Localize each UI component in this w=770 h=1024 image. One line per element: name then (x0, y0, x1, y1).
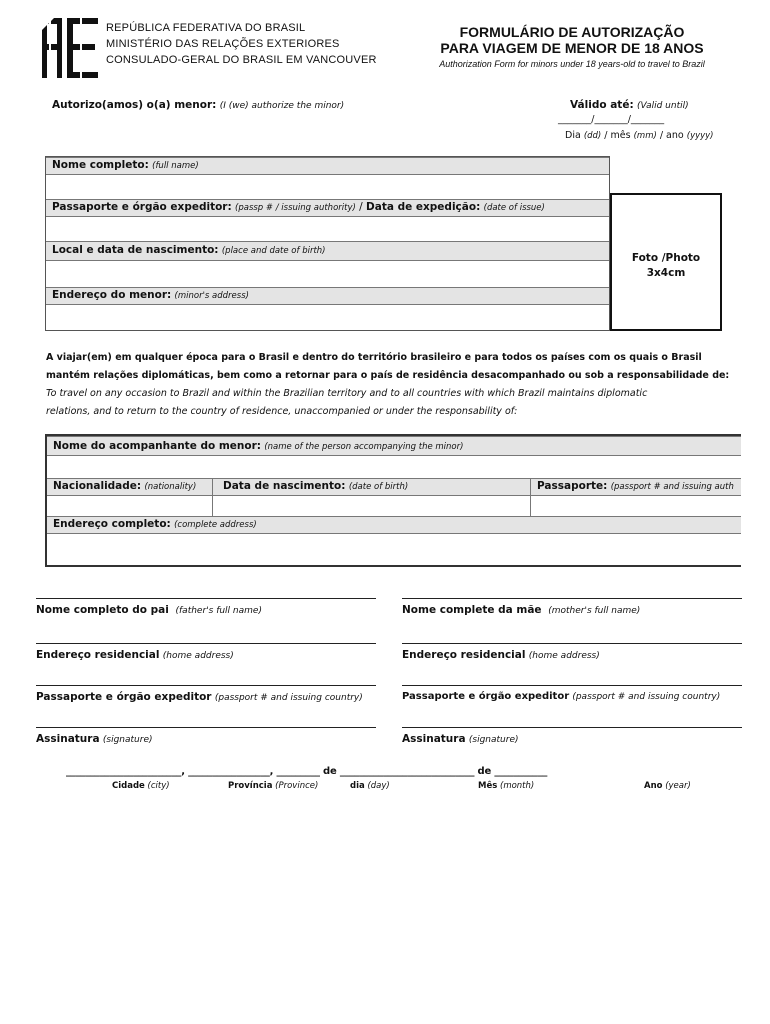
minor-address-field[interactable] (46, 305, 609, 331)
travel-en-line: relations, and to return to the country of residence, unaccompanied or under the responsability of: (46, 406, 518, 417)
father-name-line[interactable] (36, 598, 376, 599)
mother-address-label (402, 649, 600, 661)
photo-line: Foto /Photo (631, 252, 701, 264)
companion-passport-en: (passport # and issuing auth (610, 482, 734, 492)
father-address-label (36, 649, 234, 661)
fullname-pt: Nome completo: (52, 159, 149, 171)
birth-en: (place and date of birth) (221, 246, 326, 256)
consulate-logo (40, 16, 100, 80)
companion-name-label (47, 436, 741, 456)
mother-signature-line[interactable] (402, 727, 742, 728)
mother-passport-pt: Passaporte e órgão expeditor (402, 691, 570, 702)
province-en: (Province) (275, 781, 319, 791)
father-signature-en: (signature) (102, 735, 153, 745)
fullname-en: (full name) (152, 161, 199, 171)
travel-pt-line: A viajar(em) em qualquer época para o Brasil e dentro do território brasileiro e para todos os países com os quais o Brasil (46, 352, 702, 363)
year-pt: Ano (644, 781, 663, 791)
valid-date-field[interactable]: _______/_______/_______ (558, 114, 665, 125)
minor-passport-label (46, 199, 609, 217)
father-address-pt: Endereço residencial (36, 649, 160, 661)
minor-fullname-label (46, 157, 609, 175)
org-line: REPÚBLICA FEDERATIVA DO BRASIL (106, 22, 306, 34)
mother-address-en: (home address) (528, 651, 600, 661)
day-en: (day) (367, 781, 390, 791)
month-caption (478, 781, 534, 791)
minor-birth-field[interactable] (46, 261, 609, 287)
org-line: CONSULADO-GERAL DO BRASIL EM VANCOUVER (106, 54, 377, 66)
companion-address-field[interactable] (47, 534, 741, 567)
year-caption (644, 781, 691, 791)
companion-details-labels (47, 478, 741, 496)
year-en: (year) (665, 781, 691, 791)
minor-passport-field[interactable] (46, 217, 609, 241)
org-line: MINISTÉRIO DAS RELAÇÕES EXTERIORES (106, 38, 340, 50)
mother-signature-en: (signature) (468, 735, 519, 745)
minor-info-box (45, 156, 610, 331)
father-signature-pt: Assinatura (36, 733, 100, 745)
dob-field[interactable] (213, 496, 531, 516)
father-name-en: (father's full name) (175, 606, 262, 616)
father-passport-pt: Passaporte e órgão expeditor (36, 691, 212, 703)
year-label: / ano (659, 130, 684, 141)
nationality-en: (nationality) (144, 482, 197, 492)
minor-fullname-field[interactable] (46, 175, 609, 199)
nationality-pt: Nacionalidade: (53, 480, 142, 492)
mother-address-line[interactable] (402, 643, 742, 644)
city-caption (112, 781, 170, 791)
province-caption (228, 781, 318, 791)
city-pt: Cidade (112, 781, 145, 791)
father-passport-en: (passport # and issuing country) (214, 693, 363, 703)
valid-en: (Valid until) (637, 101, 689, 111)
address-en: (minor's address) (174, 291, 249, 301)
father-name-label (36, 604, 262, 616)
form-subtitle: Authorization Form for minors under 18 years-old to travel to Brazil (439, 59, 705, 69)
month-en: (month) (500, 781, 535, 791)
city-en: (city) (147, 781, 170, 791)
mother-name-line[interactable] (402, 598, 742, 599)
nationality-label (47, 479, 213, 495)
mother-passport-label (402, 691, 720, 702)
mother-passport-en: (passport # and issuing country) (572, 692, 721, 702)
companion-passport-label (531, 479, 741, 495)
photo-line: 3x4cm (646, 267, 686, 279)
org-name (106, 20, 377, 68)
year-format: (yyyy) (686, 131, 714, 141)
address-pt: Endereço do menor: (52, 289, 172, 301)
mother-signature-pt: Assinatura (402, 733, 466, 745)
day-pt: dia (350, 781, 365, 791)
dob-en: (date of birth) (348, 482, 409, 492)
issue-en: (date of issue) (483, 203, 545, 213)
travel-en-line: To travel on any occasion to Brazil and within the Brazilian territory and to all countries with which Brazil maintains diplomatic (46, 388, 648, 399)
date-format-hint (565, 130, 714, 141)
photo-box[interactable] (610, 193, 722, 331)
nationality-field[interactable] (47, 496, 213, 516)
mother-passport-line[interactable] (402, 685, 742, 686)
companion-name-field[interactable] (47, 456, 741, 478)
minor-address-label (46, 287, 609, 305)
title-line: FORMULÁRIO DE AUTORIZAÇÃO (459, 24, 685, 40)
minor-birth-label (46, 241, 609, 261)
father-address-en: (home address) (162, 651, 234, 661)
companion-address-en: (complete address) (174, 520, 257, 530)
father-signature-line[interactable] (36, 727, 376, 728)
mother-name-pt: Nome complete da mãe (402, 604, 542, 616)
travel-pt-line: mantém relações diplomáticas, bem como a retornar para o país de residência desacompanhado ou sob a responsabilidade de: (46, 370, 730, 381)
companion-passport-field[interactable] (531, 496, 741, 516)
father-passport-label (36, 691, 363, 703)
mother-signature-label (402, 733, 519, 745)
companion-box (45, 434, 741, 567)
month-label: / mês (604, 130, 631, 141)
father-address-line[interactable] (36, 643, 376, 644)
valid-until-label (570, 99, 689, 111)
companion-address-pt: Endereço completo: (53, 518, 171, 530)
issue-separator: / (359, 201, 363, 213)
mother-name-en: (mother's full name) (548, 606, 641, 616)
month-format: (mm) (633, 131, 657, 141)
authorize-label (52, 99, 344, 111)
companion-address-label (47, 516, 741, 534)
birth-pt: Local e data de nascimento: (52, 244, 219, 256)
authorize-pt: Autorizo(amos) o(a) menor: (52, 99, 217, 111)
companion-name-pt: Nome do acompanhante do menor: (53, 440, 261, 452)
authorize-en: (I (we) authorize the minor) (219, 101, 345, 111)
dob-label (213, 479, 531, 495)
father-name-pt: Nome completo do pai (36, 604, 169, 616)
valid-pt: Válido até: (570, 99, 634, 111)
place-date-line[interactable]: ________________________, _________________, _________ de ____________________________ de ___________ (66, 766, 548, 777)
travel-statement (46, 349, 746, 421)
father-signature-label (36, 733, 153, 745)
passport-pt: Passaporte e órgão expeditor: (52, 201, 232, 213)
companion-name-en: (name of the person accompanying the minor) (264, 442, 464, 452)
mother-name-label (402, 604, 640, 616)
issue-pt: Data de expedição: (366, 201, 481, 213)
companion-passport-pt: Passaporte: (537, 480, 608, 492)
province-pt: Província (228, 781, 273, 791)
mother-address-pt: Endereço residencial (402, 649, 526, 661)
month-pt: Mês (478, 781, 498, 791)
passport-en: (passp # / issuing authority) (235, 203, 356, 213)
day-label: Dia (565, 130, 581, 141)
father-passport-line[interactable] (36, 685, 376, 686)
title-line: PARA VIAGEM DE MENOR DE 18 ANOS (440, 40, 704, 56)
day-caption (350, 781, 390, 791)
day-format: (dd) (583, 131, 602, 141)
photo-caption (612, 251, 720, 281)
dob-pt: Data de nascimento: (223, 480, 346, 492)
form-title (412, 24, 732, 69)
